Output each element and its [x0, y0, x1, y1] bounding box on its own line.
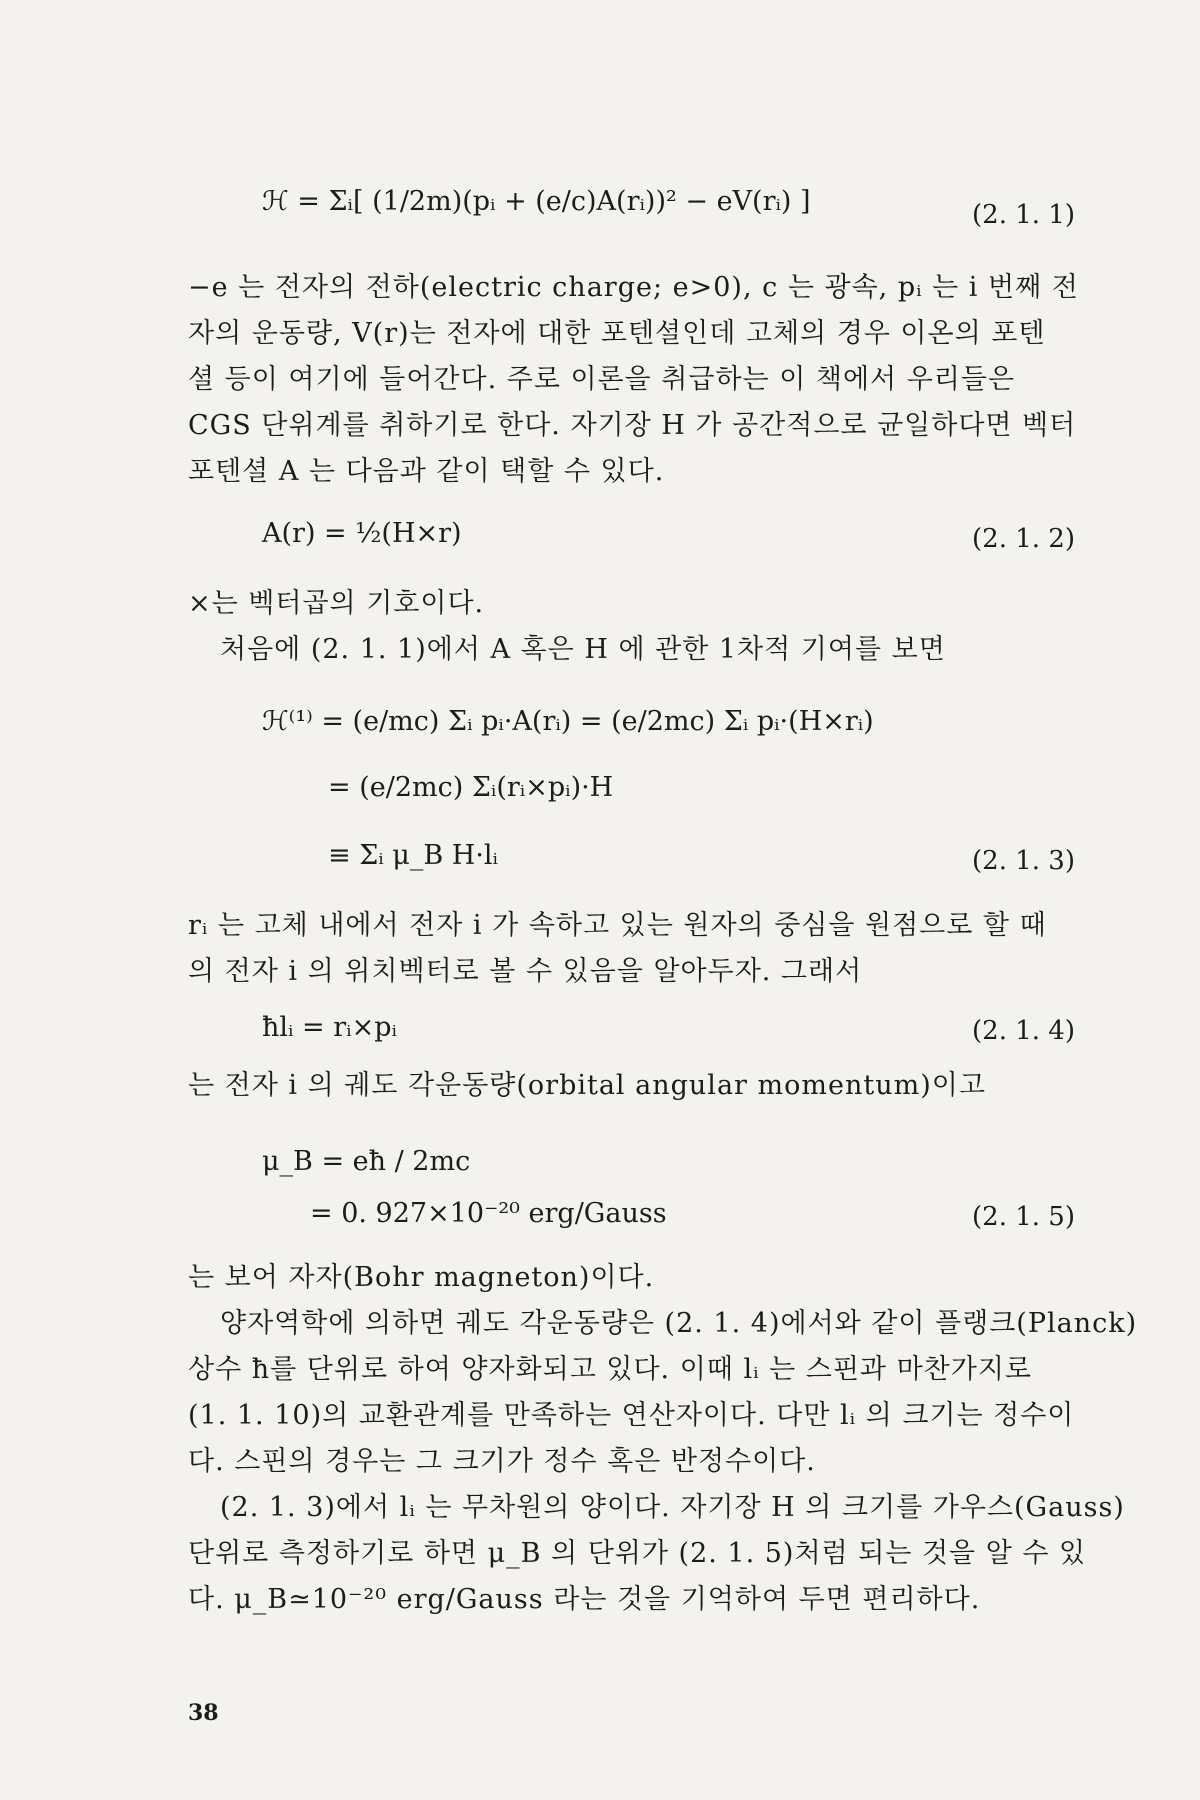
text-line: 는 보어 자자(Bohr magneton)이다. [188, 1262, 655, 1293]
text-line: 포텐셜 A 는 다음과 같이 택할 수 있다. [188, 456, 665, 487]
text-line: 셜 등이 여기에 들어간다. 주로 이론을 취급하는 이 책에서 우리들은 [188, 364, 1016, 395]
equation-number-2-1-3: (2. 1. 3) [972, 846, 1075, 876]
equation-2-1-5-line2: = 0. 927×10⁻²⁰ erg/Gauss [310, 1198, 667, 1229]
text-line: (1. 1. 10)의 교환관계를 만족하는 연산자이다. 다만 lᵢ 의 크기는 정수이 [188, 1400, 1075, 1431]
equation-number-2-1-2: (2. 1. 2) [972, 524, 1075, 554]
text-line: CGS 단위계를 취하기로 한다. 자기장 H 가 공간적으로 균일하다면 벡터 [188, 410, 1077, 441]
equation-number-2-1-1: (2. 1. 1) [972, 200, 1075, 230]
text-line: 처음에 (2. 1. 1)에서 A 혹은 H 에 관한 1차적 기여를 보면 [220, 634, 946, 665]
text-line: 단위로 측정하기로 하면 μ_B 의 단위가 (2. 1. 5)처럼 되는 것을 알 수 있 [188, 1538, 1087, 1569]
text-line: 상수 ħ를 단위로 하여 양자화되고 있다. 이때 lᵢ 는 스핀과 마찬가지로 [188, 1354, 1032, 1385]
text-line: 양자역학에 의하면 궤도 각운동량은 (2. 1. 4)에서와 같이 플랭크(Planck) [220, 1308, 1138, 1339]
text-line: (2. 1. 3)에서 lᵢ 는 무차원의 양이다. 자기장 H 의 크기를 가우스(Gauss) [220, 1492, 1125, 1523]
text-line: 다. 스핀의 경우는 그 크기가 정수 혹은 반정수이다. [188, 1446, 816, 1477]
equation-number-2-1-5: (2. 1. 5) [972, 1202, 1075, 1232]
text-line: 다. μ_B≃10⁻²⁰ erg/Gauss 라는 것을 기억하여 두면 편리하다. [188, 1584, 981, 1615]
text-line: rᵢ 는 고체 내에서 전자 i 가 속하고 있는 원자의 중심을 원점으로 할 때 [188, 910, 1047, 941]
text-line: ×는 벡터곱의 기호이다. [188, 588, 485, 619]
text-line: 는 전자 i 의 궤도 각운동량(orbital angular momentum)이고 [188, 1070, 986, 1101]
page-number: 38 [188, 1700, 219, 1726]
equation-number-2-1-4: (2. 1. 4) [972, 1016, 1075, 1046]
text-line: −e 는 전자의 전하(electric charge; e>0), c 는 광속, pᵢ 는 i 번째 전 [188, 272, 1079, 303]
equation-2-1-3-line3: ≡ Σᵢ μ_B H·lᵢ [328, 840, 498, 871]
equation-2-1-5-line1: μ_B = eħ / 2mc [262, 1146, 471, 1177]
equation-2-1-4: ħlᵢ = rᵢ×pᵢ [262, 1012, 397, 1043]
text-line: 자의 운동량, V(r)는 전자에 대한 포텐셜인데 고체의 경우 이온의 포텐 [188, 318, 1046, 349]
text-line: 의 전자 i 의 위치벡터로 볼 수 있음을 알아두자. 그래서 [188, 956, 863, 987]
equation-2-1-2: A(r) = ½(H×r) [262, 518, 462, 549]
equation-2-1-3-line2: = (e/2mc) Σᵢ(rᵢ×pᵢ)·H [328, 772, 614, 803]
equation-2-1-1: ℋ = Σᵢ[ (1/2m)(pᵢ + (e/c)A(rᵢ))² − eV(rᵢ) ] [262, 186, 811, 217]
equation-2-1-3-line1: ℋ⁽¹⁾ = (e/mc) Σᵢ pᵢ·A(rᵢ) = (e/2mc) Σᵢ pᵢ·(H×rᵢ) [262, 706, 874, 737]
